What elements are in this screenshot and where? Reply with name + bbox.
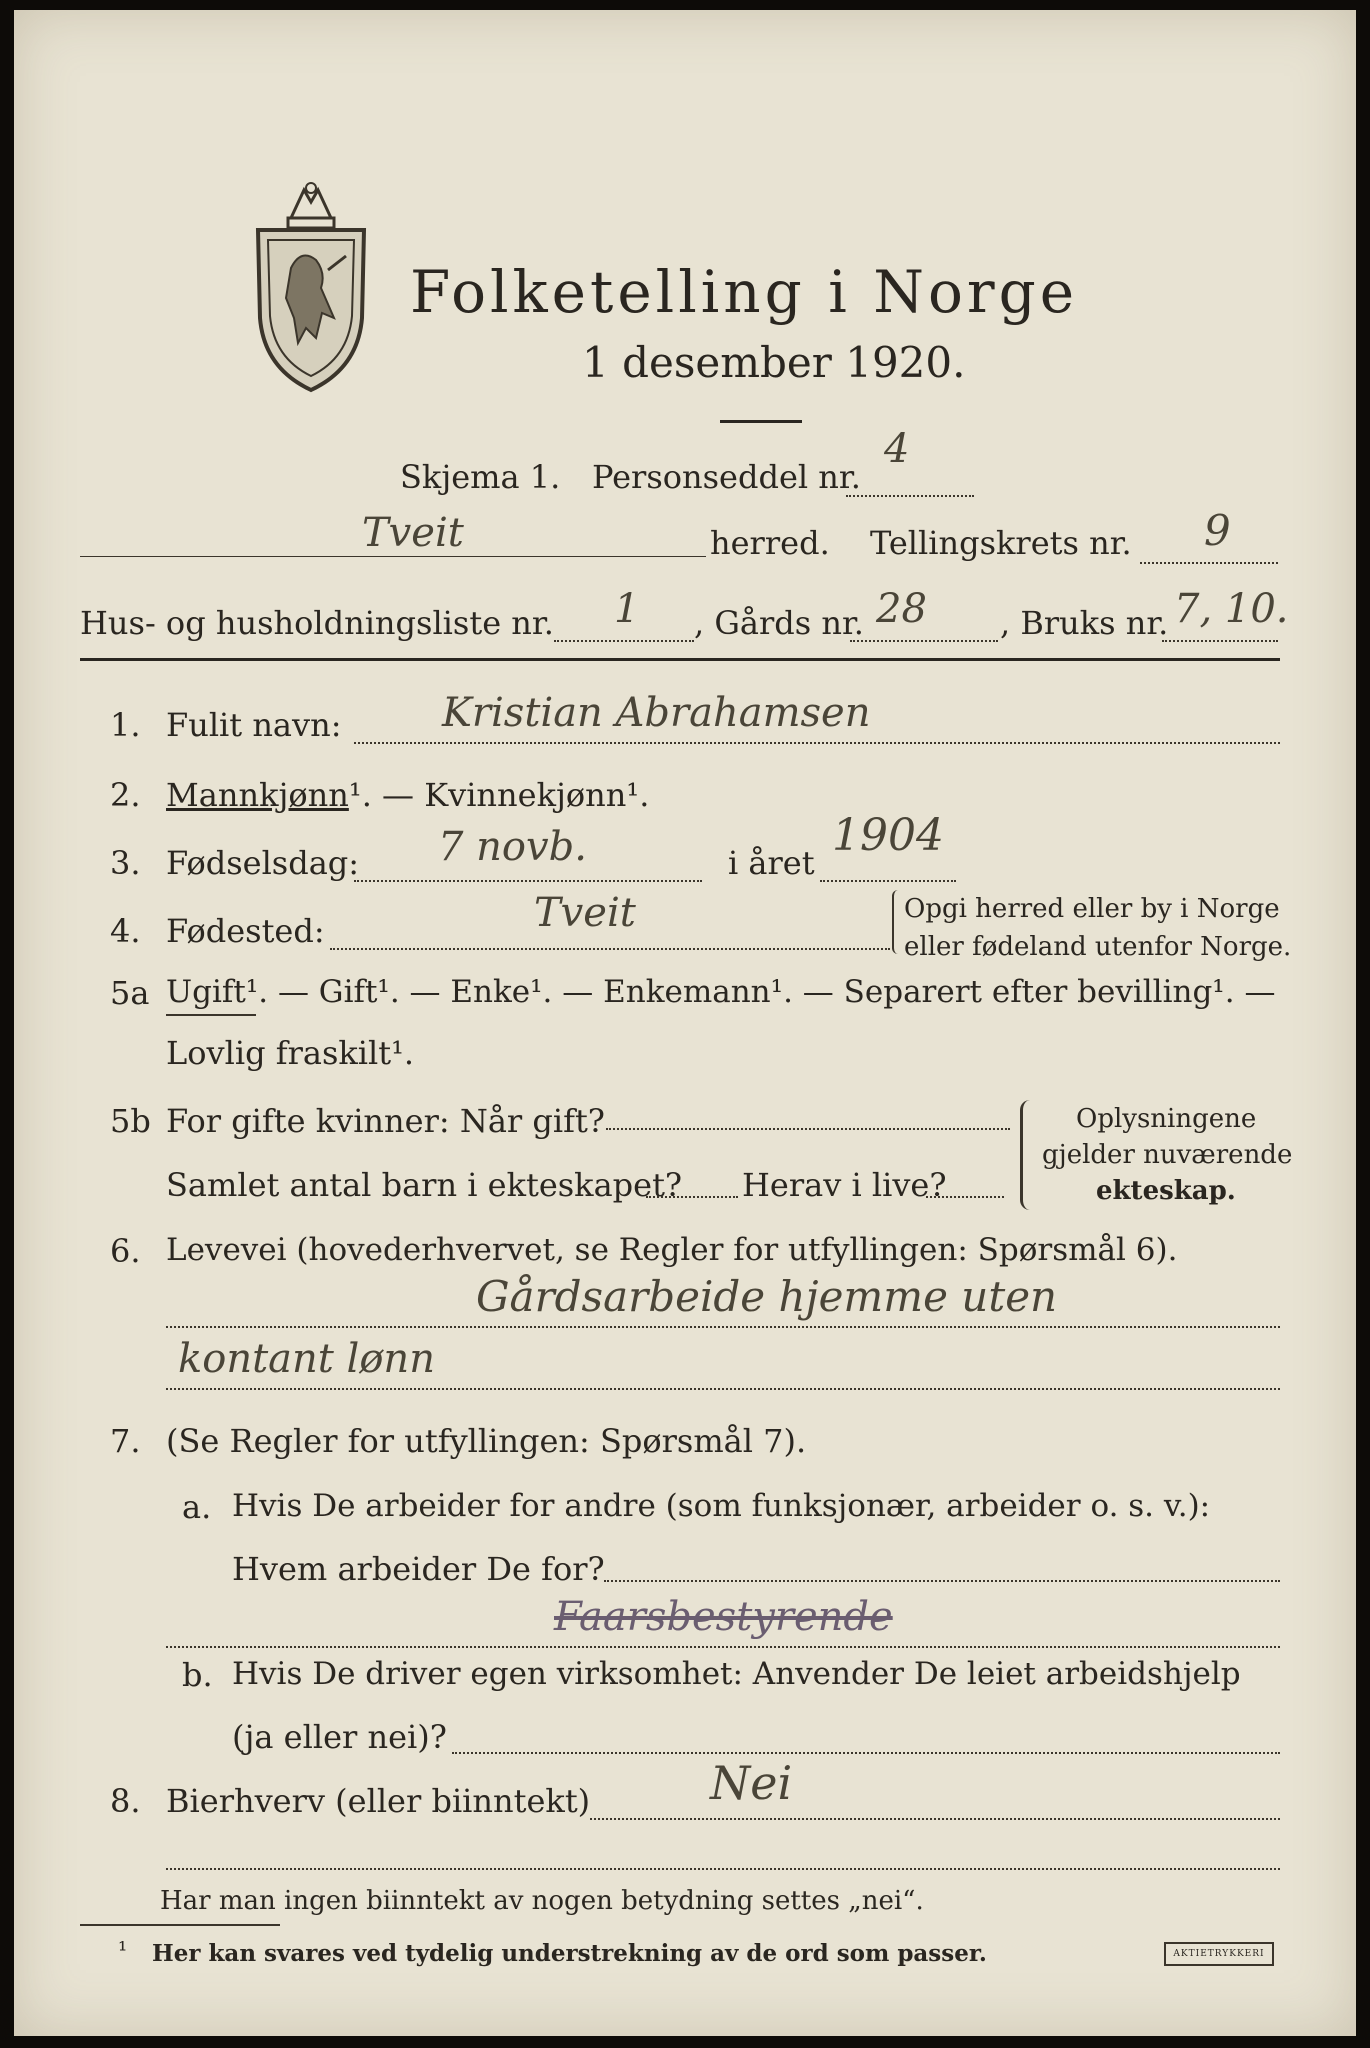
q7a-struck-entry: Faarsbestyrende <box>554 1594 893 1640</box>
q6-occupation-line1: Gårdsarbeide hjemme uten <box>476 1272 1058 1321</box>
bruks-value: 7, 10. <box>1174 586 1289 632</box>
personseddel-label: Personseddel nr. <box>592 458 861 496</box>
q4-label: Fødested: <box>166 912 325 950</box>
husliste-label: Hus- og husholdningsliste nr. <box>80 604 554 642</box>
printer-stamp: AKTIETRYKKERI <box>1164 1942 1274 1966</box>
q5a-underline-ugift <box>166 1014 256 1016</box>
q1-label: Fulit navn: <box>166 706 342 744</box>
q5b-note3: ekteskap. <box>1096 1176 1236 1206</box>
gards-value: 28 <box>876 586 927 632</box>
bruks-label: , Bruks nr. <box>1000 604 1169 642</box>
title-divider <box>720 420 802 423</box>
q5a-line2: Lovlig fraskilt¹. <box>166 1034 415 1072</box>
header-rule <box>80 658 1280 661</box>
census-date: 1 desember 1920. <box>582 338 966 387</box>
q1-full-name: Kristian Abrahamsen <box>442 690 871 736</box>
tellingskrets-value: 9 <box>1204 506 1231 555</box>
herred-value: Tveit <box>362 510 464 556</box>
footnote-rule <box>80 1924 280 1926</box>
q4-note-line2: eller fødeland utenfor Norge. <box>904 932 1292 962</box>
q5b-line1: For gifte kvinner: Når gift? <box>166 1102 605 1140</box>
personseddel-value: 4 <box>884 426 910 472</box>
q3-birth-date: 7 novb. <box>438 824 587 870</box>
gards-label: , Gårds nr. <box>694 604 864 642</box>
q8-value: Nei <box>710 1756 793 1810</box>
q7a-line1: Hvis De arbeider for andre (som funksjonær, arbeider o. s. v.): <box>232 1488 1211 1524</box>
footnote-text: Her kan svares ved tydelig understrekning av de ord som passer. <box>152 1940 987 1967</box>
schema-label: Skjema 1. <box>400 458 561 496</box>
q2-sex: Mannkjønn¹. — Kvinnekjønn¹. <box>166 776 650 814</box>
footer-note: Har man ingen biinntekt av nogen betydning settes „nei“. <box>160 1886 924 1916</box>
tellingskrets-label: Tellingskrets nr. <box>870 524 1132 562</box>
q7-label: (Se Regler for utfyllingen: Spørsmål 7). <box>166 1422 807 1460</box>
husliste-value: 1 <box>614 586 640 632</box>
q5b-line2b: Herav i live? <box>742 1166 947 1204</box>
q3-birth-year: 1904 <box>832 810 944 861</box>
q5b-line2a: Samlet antal barn i ekteskapet? <box>166 1166 683 1204</box>
q7b-line1: Hvis De driver egen virksomhet: Anvender De leiet arbeidshjelp <box>232 1656 1241 1692</box>
q5b-note1: Oplysningene <box>1076 1104 1257 1134</box>
q2-female-option: Kvinnekjønn <box>424 776 627 814</box>
q8-label: Bierhverv (eller biinntekt) <box>166 1782 591 1820</box>
q3-year-label: i året <box>728 844 815 882</box>
census-form: Folketelling i Norge 1 desember 1920. Skjema 1. Personseddel nr. 4 Tveit herred. Tellingskrets nr. 9 Hus- og husholdningsliste nr. 1 , Gårds nr. 28 , Bruks nr. 7, 10. 1. Fulit navn: Kristian Abrahamsen 2. Mannkjønn¹. — Kvinnekjønn¹. 3. Fødselsdag: 7 novb. i året 1904 4. Fødested: Tveit Opgi herred eller by i Norge eller fødeland utenfor Norge. 5a Ugift¹. — Gift¹. — Enke¹. — Enkemann¹. — Separert efter bevilling¹. — Lovlig fraskilt¹. 5b For gifte kvinner: Når gift? Samlet antal barn i ekteskapet? Herav i live? Oplysningene gjelder nuværende ekteskap. 6. Levevei (hovederhvervet, se Regler for utfyllingen: Spørsmål 6). Gårdsarbeide hjemme uten kontant lønn 7. (Se Regler for utfyllingen: Spørsmål 7). a. Hvis De arbeider for andre (som funksjonær, arbeider o. s. v.): Hvem arbeider De for? Faarsbestyrende b. Hvis De driver egen virksomhet: Anvender De leiet arbeidshjelp (ja eller nei)? 8. Bierhverv (eller biinntekt) Nei Har man ingen biinntekt av nogen betydning settes „nei“. ¹ Her kan svares ved tydelig understrekning av de ord som passer. AKTIETRYKKERI <box>14 10 1356 2036</box>
q6-occupation-line2: kontant lønn <box>178 1336 435 1382</box>
q7a-line2: Hvem arbeider De for? <box>232 1550 605 1588</box>
footnote-mark: ¹ <box>118 1938 128 1964</box>
q2-male-option: Mannkjønn <box>166 776 349 814</box>
form-title: Folketelling i Norge <box>410 258 1079 326</box>
q6-label: Levevei (hovederhvervet, se Regler for utfyllingen: Spørsmål 6). <box>166 1232 1178 1268</box>
q5b-note2: gjelder nuværende <box>1042 1140 1293 1170</box>
coat-of-arms-icon <box>246 178 376 398</box>
herred-label: herred. <box>710 524 830 562</box>
q4-note-line1: Opgi herred eller by i Norge <box>904 894 1280 924</box>
q3-label: Fødselsdag: <box>166 844 360 882</box>
q4-birthplace: Tveit <box>534 890 636 936</box>
q5a-marital-status: Ugift¹. — Gift¹. — Enke¹. — Enkemann¹. — Separert efter bevilling¹. — <box>166 974 1276 1010</box>
q7b-line2: (ja eller nei)? <box>232 1718 447 1756</box>
